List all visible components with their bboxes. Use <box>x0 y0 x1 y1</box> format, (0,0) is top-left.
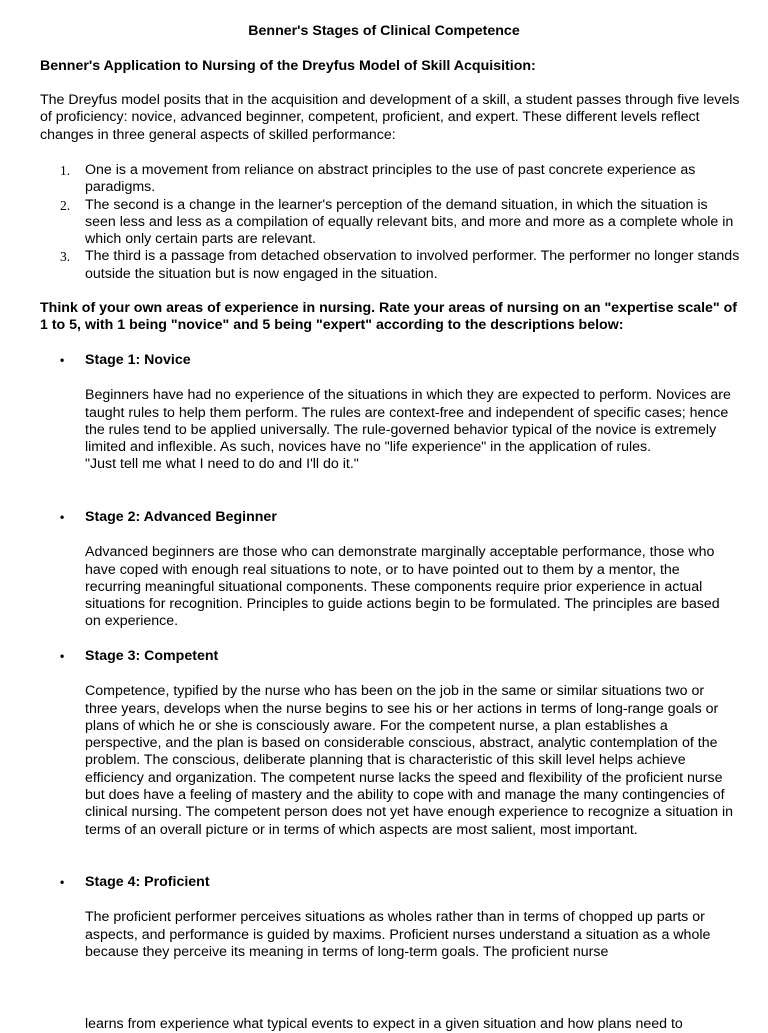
bullet-icon: • <box>60 649 65 663</box>
section-subtitle: Benner's Application to Nursing of the Dreyfus Model of Skill Acquisition: <box>40 58 536 74</box>
list-item <box>40 162 740 197</box>
bullet-icon: • <box>60 353 65 367</box>
stage-description: Advanced beginners are those who can demonstrate marginally acceptable performance, those who have coped with enough real situations to note, or to have pointed out to them by a mentor, the recurring meaningful situational components. These components require prior experience in actual situations for recognition. Principles to guide actions begin to be formulated. The principles are based on experience. <box>85 544 720 630</box>
list-number: 2. <box>60 197 71 213</box>
stage-heading: Stage 2: Advanced Beginner <box>85 509 277 525</box>
stage-description: The proficient performer perceives situations as wholes rather than in terms of chopped up parts or aspects, and performance is guided by maxims. Proficient nurses understand a situation as a whole because they perceive its meaning in terms of long-term goals. The proficient nurse <box>85 909 711 960</box>
bullet-icon: • <box>60 510 65 524</box>
stage-description: Competence, typified by the nurse who has been on the job in the same or similar situations two or three years, develops when the nurse begins to see his or her actions in terms of long-range goals or plans of which he or she is consciously aware. For the competent nurse, a plan establishes a perspective, and the plan is based on considerable conscious, abstract, analytic contemplation of the problem. The conscious, deliberate planning that is characteristic of this skill level helps achieve efficiency and organization. The competent nurse lacks the speed and flexibility of the proficient nurse but does have a feeling of mastery and the ability to cope with and manage the many contingencies of clinical nursing. The competent person does not yet have enough experience to recognize a situation in terms of an overall picture or in terms of which aspects are most salient, most important. <box>85 683 734 838</box>
stage-advanced-beginner <box>40 509 740 631</box>
list-item <box>40 248 740 283</box>
stage-proficient <box>40 874 740 961</box>
intro-paragraph: The Dreyfus model posits that in the acquisition and development of a skill, a student passes through five levels of proficiency: novice, advanced beginner, competent, proficient, and expert. These different levels reflect changes in three general aspects of skilled performance: <box>40 92 740 143</box>
list-item-text: The second is a change in the learner's perception of the demand situation, in which the situation is seen less and less as a compilation of equally relevant bits, and more and more as a complete whole in which only certain parts are relevant. <box>85 196 734 248</box>
list-item-text: One is a movement from reliance on abstract principles to the use of past concrete experience as paradigms. <box>85 162 696 196</box>
stage-competent <box>40 648 740 839</box>
rating-instruction: Think of your own areas of experience in nursing. Rate your areas of nursing on an "expertise scale" of 1 to 5, with 1 being "novice" and 5 being "expert" according to the descriptions below: <box>40 300 737 334</box>
list-number: 3. <box>60 249 71 265</box>
stage-heading: Stage 3: Competent <box>85 648 219 664</box>
page-title: Benner's Stages of Clinical Competence <box>248 23 520 39</box>
stage-heading: Stage 4: Proficient <box>85 874 210 890</box>
list-number: 1. <box>60 163 71 178</box>
next-page-text-fragment: learns from experience what typical events to expect in a given situation and how plans need to <box>85 1016 683 1032</box>
bullet-icon: • <box>60 875 65 889</box>
stage-heading: Stage 1: Novice <box>85 352 191 368</box>
stage-quote: "Just tell me what I need to do and I'll do it." <box>85 456 359 473</box>
list-item <box>40 197 740 249</box>
changes-list <box>40 162 740 283</box>
stage-novice <box>40 352 740 474</box>
stage-description: Beginners have had no experience of the situations in which they are expected to perform. Novices are taught rules to help them perform. The rules are context-free and independent of specific cases; hence the rules tend to be applied universally. The rule-governed behavior typical of the novice is extremely limited and inflexible. As such, novices have no "life experience" in the application of rules. <box>85 387 731 456</box>
list-item-text: The third is a passage from detached observation to involved performer. The performer no longer stands outside the situation but is now engaged in the situation. <box>85 248 740 282</box>
